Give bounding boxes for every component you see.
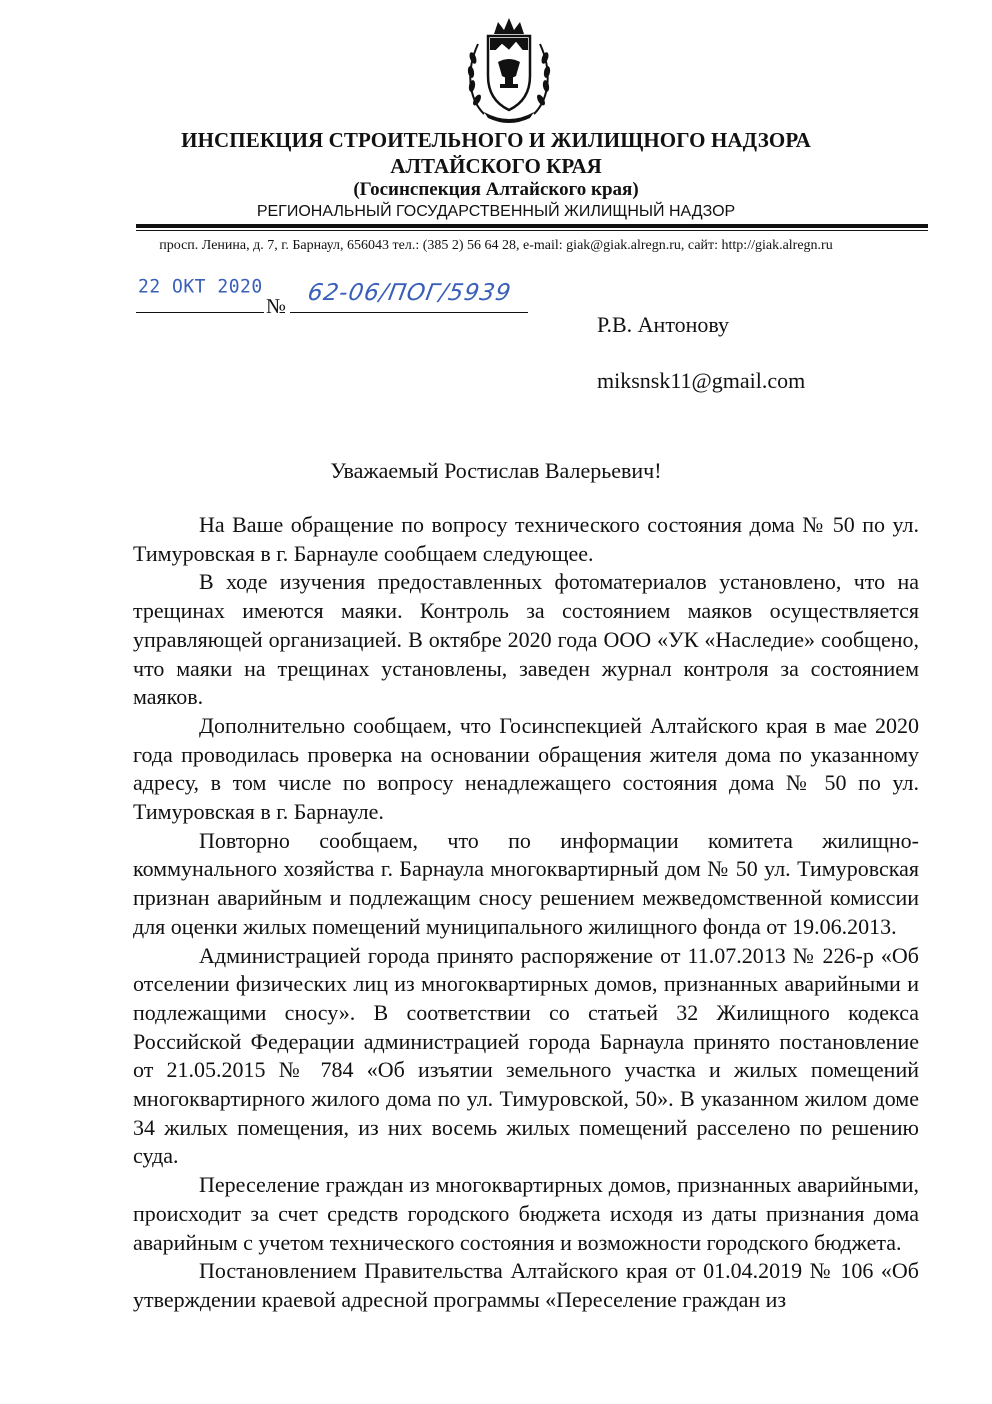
paragraph: Повторно сообщаем, что по информации комитета жилищно-коммунального хозяйства г. Барнаула многоквартирный дом № 50 ул. Тимуровская признан аварийным и подлежащим сносу решением межведомственной комиссии для оценки жилых помещений муниципального жилищного фонда от 19.06.2013. [133,827,919,939]
org-name-line2: АЛТАЙСКОГО КРАЯ [390,154,602,178]
org-short-name: (Госинспекция Алтайского края) [353,179,639,200]
letter-body [133,511,919,1315]
org-name-line1: ИНСПЕКЦИЯ СТРОИТЕЛЬНОГО И ЖИЛИЩНОГО НАДЗОРА [181,128,811,152]
paragraph: Администрацией города принято распоряжение от 11.07.2013 № 226-р «Об отселении физических лиц из многоквартирных домов, признанных аварийными и подлежащими сносу». В соответствии со статьей 32 Жилищного кодекса Российской Федерации администрацией города Барнаула принято постановление от 21.05.2015 № 784 «Об изъятии земельного участка и жилых помещений многоквартирного жилого дома по ул. Тимуровской, 50». В указанном жилом доме 34 жилых помещения, из них восемь жилых помещений расселено по решению суда. [133,942,919,1169]
paragraph: Постановлением Правительства Алтайского края от 01.04.2019 № 106 «Об утверждении краевой адресной программы «Переселение граждан из [133,1258,919,1312]
registration-number: 62-06/ПОГ/5939 [305,280,514,306]
contact-details: просп. Ленина, д. 7, г. Барнаул, 656043 тел.: (385 2) 56 64 28, e-mail: giak@giak.alregn.ru, сайт: http://giak.alregn.ru [159,238,833,253]
recipient-name: Р.В. Антонову [597,312,730,337]
header-divider-thick [136,224,928,228]
coat-of-arms-emblem [464,14,554,126]
paragraph: В ходе изучения предоставленных фотоматериалов установлено, что на трещинах имеются маяки. Контроль за состоянием маяков осуществляется управляющей организацией. В октябре 2020 года ООО «УК «Наследие» сообщено, что маяки на трещинах установлены, заведен журнал контроля за состоянием маяков. [133,569,919,710]
paragraph: Переселение граждан из многоквартирных домов, признанных аварийными, происходит за счет средств городского бюджета исходя из даты признания дома аварийным с учетом технического состояния и возможности городского бюджета. [133,1172,919,1255]
recipient-email: miksnsk11@gmail.com [597,368,806,393]
registration-date-stamp: 22 ОКТ 2020 [138,275,263,298]
number-underline [290,312,528,313]
department-name: РЕГИОНАЛЬНЫЙ ГОСУДАРСТВЕННЫЙ ЖИЛИЩНЫЙ НАДЗОР [256,203,736,220]
date-underline [136,312,264,313]
number-sign: № [266,294,287,318]
paragraph: Дополнительно сообщаем, что Госинспекцией Алтайского края в мае 2020 года проводилась проверка на основании обращения жителя дома по указанному адресу, в том числе по вопросу ненадлежащего состояния дома № 50 по ул. Тимуровская в г. Барнауле. [133,712,919,825]
paragraph: На Ваше обращение по вопросу технического состояния дома № 50 по ул. Тимуровская в г. Барнауле сообщаем следующее. [133,512,919,566]
salutation: Уважаемый Ростислав Валерьевич! [330,458,662,483]
header-divider-thin [136,230,928,231]
